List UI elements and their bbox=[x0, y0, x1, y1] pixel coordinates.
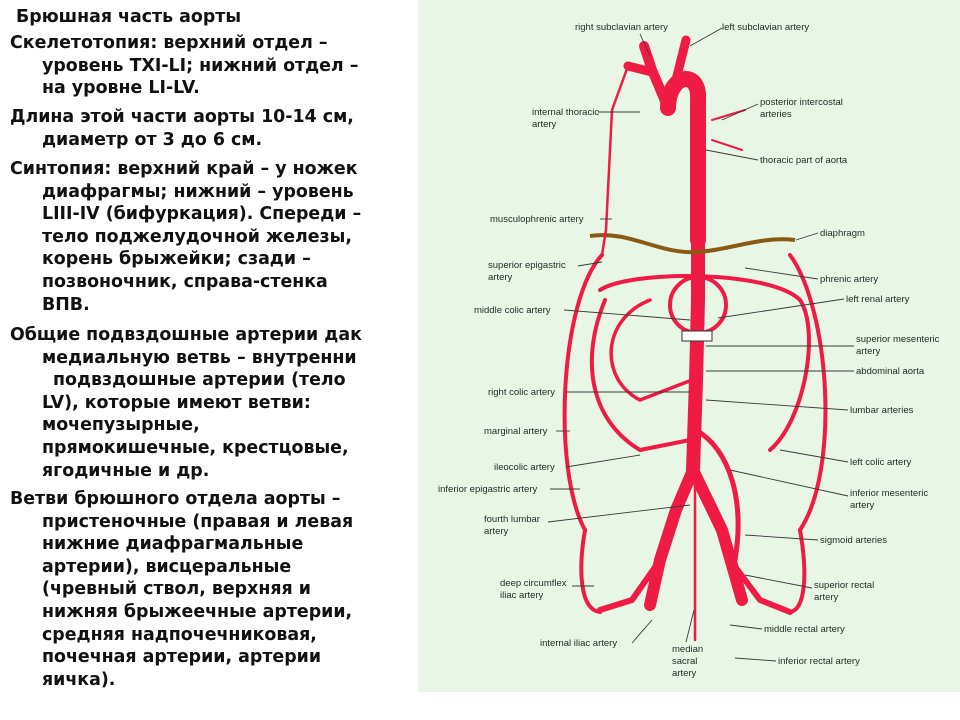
paragraph-branches bbox=[10, 488, 353, 691]
label-lumbar bbox=[706, 400, 914, 416]
paragraph-syntopy bbox=[10, 158, 361, 316]
svg-text:artery: artery bbox=[856, 346, 881, 357]
text-line: Ветви брюшного отдела аорты – bbox=[10, 489, 341, 509]
label-left-colic bbox=[780, 450, 911, 468]
text-line: пристеночные (правая и левая bbox=[42, 511, 354, 532]
svg-text:ileocolic artery: ileocolic artery bbox=[494, 462, 555, 473]
label-middle-rectal bbox=[730, 624, 845, 635]
label-inferior-rectal bbox=[735, 656, 860, 667]
text-line: прямокишечные, крестцовые, bbox=[42, 437, 349, 458]
lower-left-loop bbox=[581, 530, 600, 612]
svg-text:artery: artery bbox=[672, 668, 697, 679]
text-line: яичка). bbox=[42, 669, 116, 690]
svg-text:abdominal aorta: abdominal aorta bbox=[856, 366, 925, 377]
svg-text:left renal artery: left renal artery bbox=[846, 294, 910, 305]
svg-text:internal iliac artery: internal iliac artery bbox=[540, 638, 618, 649]
right-common-iliac bbox=[650, 470, 693, 605]
label-middle-colic bbox=[474, 305, 690, 320]
text-line: почечная артерии, артерии bbox=[42, 647, 322, 668]
internal-thoracic-vessel bbox=[602, 66, 628, 255]
text-line: LV), которые имеют ветви: bbox=[42, 392, 311, 413]
label-left-subclavian bbox=[690, 22, 809, 46]
svg-text:right subclavian artery: right subclavian artery bbox=[575, 22, 668, 33]
aorta-diagram bbox=[418, 0, 960, 692]
svg-text:posterior intercostal: posterior intercostal bbox=[760, 97, 843, 108]
label-sigmoid bbox=[745, 535, 887, 546]
svg-text:left colic artery: left colic artery bbox=[850, 457, 912, 468]
text-line: LIII-IV (бифуркация). Спереди – bbox=[42, 204, 362, 225]
paragraph-iliac bbox=[10, 324, 362, 482]
label-internal-thoracic bbox=[532, 107, 640, 130]
svg-text:artery: artery bbox=[532, 119, 557, 130]
label-inferior-mesenteric bbox=[730, 470, 928, 511]
label-deep-circumflex-iliac bbox=[500, 578, 594, 601]
svg-text:sigmoid arteries: sigmoid arteries bbox=[820, 535, 888, 546]
text-line: позвоночник, справа-стенка bbox=[42, 271, 328, 292]
svg-text:internal thoracic: internal thoracic bbox=[532, 107, 600, 118]
text-line: Скелетотопия: верхний отдел – bbox=[10, 33, 328, 53]
aortic-arch bbox=[668, 79, 698, 240]
svg-text:musculophrenic artery: musculophrenic artery bbox=[490, 214, 584, 225]
text-line: нижняя брыжеечные артерии, bbox=[42, 601, 353, 622]
text-line: медиальную ветвь – внутренни bbox=[42, 347, 357, 368]
svg-text:artery: artery bbox=[488, 272, 513, 283]
text-line: Синтопия: верхний край – у ножек bbox=[10, 159, 358, 179]
text-line: подвздошные артерии (тело bbox=[53, 370, 346, 391]
svg-text:superior epigastric: superior epigastric bbox=[488, 260, 566, 271]
text-panel bbox=[0, 0, 418, 720]
svg-text:diaphragm: diaphragm bbox=[820, 228, 865, 239]
text-line: корень брыжейки; сзади – bbox=[42, 249, 311, 270]
text-line: диаметр от 3 до 6 см. bbox=[42, 129, 263, 150]
svg-text:thoracic part of aorta: thoracic part of aorta bbox=[760, 155, 848, 166]
intercostal-vessel bbox=[712, 110, 745, 150]
label-internal-iliac bbox=[540, 620, 652, 649]
svg-text:artery: artery bbox=[850, 500, 875, 511]
slide-title: Брюшная часть аорты bbox=[16, 7, 242, 27]
subclavian-trunk bbox=[644, 46, 668, 108]
aorta-illustration bbox=[418, 0, 960, 692]
text-line: артерии), висцеральные bbox=[42, 556, 292, 577]
label-fourth-lumbar bbox=[484, 505, 690, 537]
paragraph-length bbox=[10, 106, 354, 151]
svg-text:sacral: sacral bbox=[672, 656, 698, 667]
text-line: ВПВ. bbox=[42, 294, 90, 315]
renal-box bbox=[682, 331, 712, 341]
label-musculophrenic bbox=[490, 214, 612, 225]
svg-text:inferior epigastric artery: inferior epigastric artery bbox=[438, 484, 538, 495]
label-diaphragm bbox=[796, 228, 865, 240]
text-line: мочепузырные, bbox=[42, 415, 200, 436]
svg-text:middle colic artery: middle colic artery bbox=[474, 305, 551, 316]
svg-text:fourth lumbar: fourth lumbar bbox=[484, 514, 540, 525]
svg-text:deep circumflex: deep circumflex bbox=[500, 578, 567, 589]
svg-text:inferior rectal artery: inferior rectal artery bbox=[778, 656, 860, 667]
text-line: Длина этой части аорты 10-14 см, bbox=[10, 107, 354, 127]
text-line: (чревный ствол, верхняя и bbox=[42, 579, 311, 600]
text-line: ягодичные и др. bbox=[42, 460, 210, 481]
text-line: тело поджелудочной железы, bbox=[42, 226, 352, 247]
svg-text:left subclavian artery: left subclavian artery bbox=[722, 22, 810, 33]
svg-text:marginal artery: marginal artery bbox=[484, 426, 548, 437]
text-line: Общие подвздошные артерии дак bbox=[10, 325, 362, 345]
svg-text:right colic artery: right colic artery bbox=[488, 387, 556, 398]
svg-text:middle rectal artery: middle rectal artery bbox=[764, 624, 845, 635]
text-line: средняя надпочечниковая, bbox=[42, 624, 317, 645]
lower-right-loop bbox=[790, 530, 804, 612]
label-inferior-epigastric bbox=[438, 484, 580, 495]
text-line: на уровне LI-LV. bbox=[42, 78, 200, 99]
paragraph-skeletotopy bbox=[10, 32, 358, 100]
right-subclavian-branch bbox=[628, 66, 652, 72]
svg-text:arteries: arteries bbox=[760, 109, 792, 120]
label-posterior-intercostal bbox=[722, 97, 843, 120]
svg-text:median: median bbox=[672, 644, 704, 655]
text-line: уровень ТXI-LI; нижний отдел – bbox=[42, 55, 359, 76]
label-marginal bbox=[484, 426, 570, 437]
svg-text:superior rectal: superior rectal bbox=[814, 580, 875, 591]
label-thoracic-aorta bbox=[706, 150, 848, 166]
svg-text:superior mesenteric: superior mesenteric bbox=[856, 334, 940, 345]
text-line: диафрагмы; нижний – уровень bbox=[42, 181, 354, 202]
svg-text:inferior mesenteric: inferior mesenteric bbox=[850, 488, 929, 499]
label-abdominal-aorta bbox=[706, 366, 925, 377]
svg-text:lumbar arteries: lumbar arteries bbox=[850, 405, 914, 416]
label-right-subclavian bbox=[575, 22, 668, 56]
svg-text:artery: artery bbox=[484, 526, 509, 537]
svg-text:artery: artery bbox=[814, 592, 839, 603]
label-median-sacral bbox=[672, 610, 703, 679]
svg-text:phrenic artery: phrenic artery bbox=[820, 274, 879, 285]
text-line: нижние диафрагмальные bbox=[42, 534, 304, 555]
svg-text:iliac artery: iliac artery bbox=[500, 590, 544, 601]
